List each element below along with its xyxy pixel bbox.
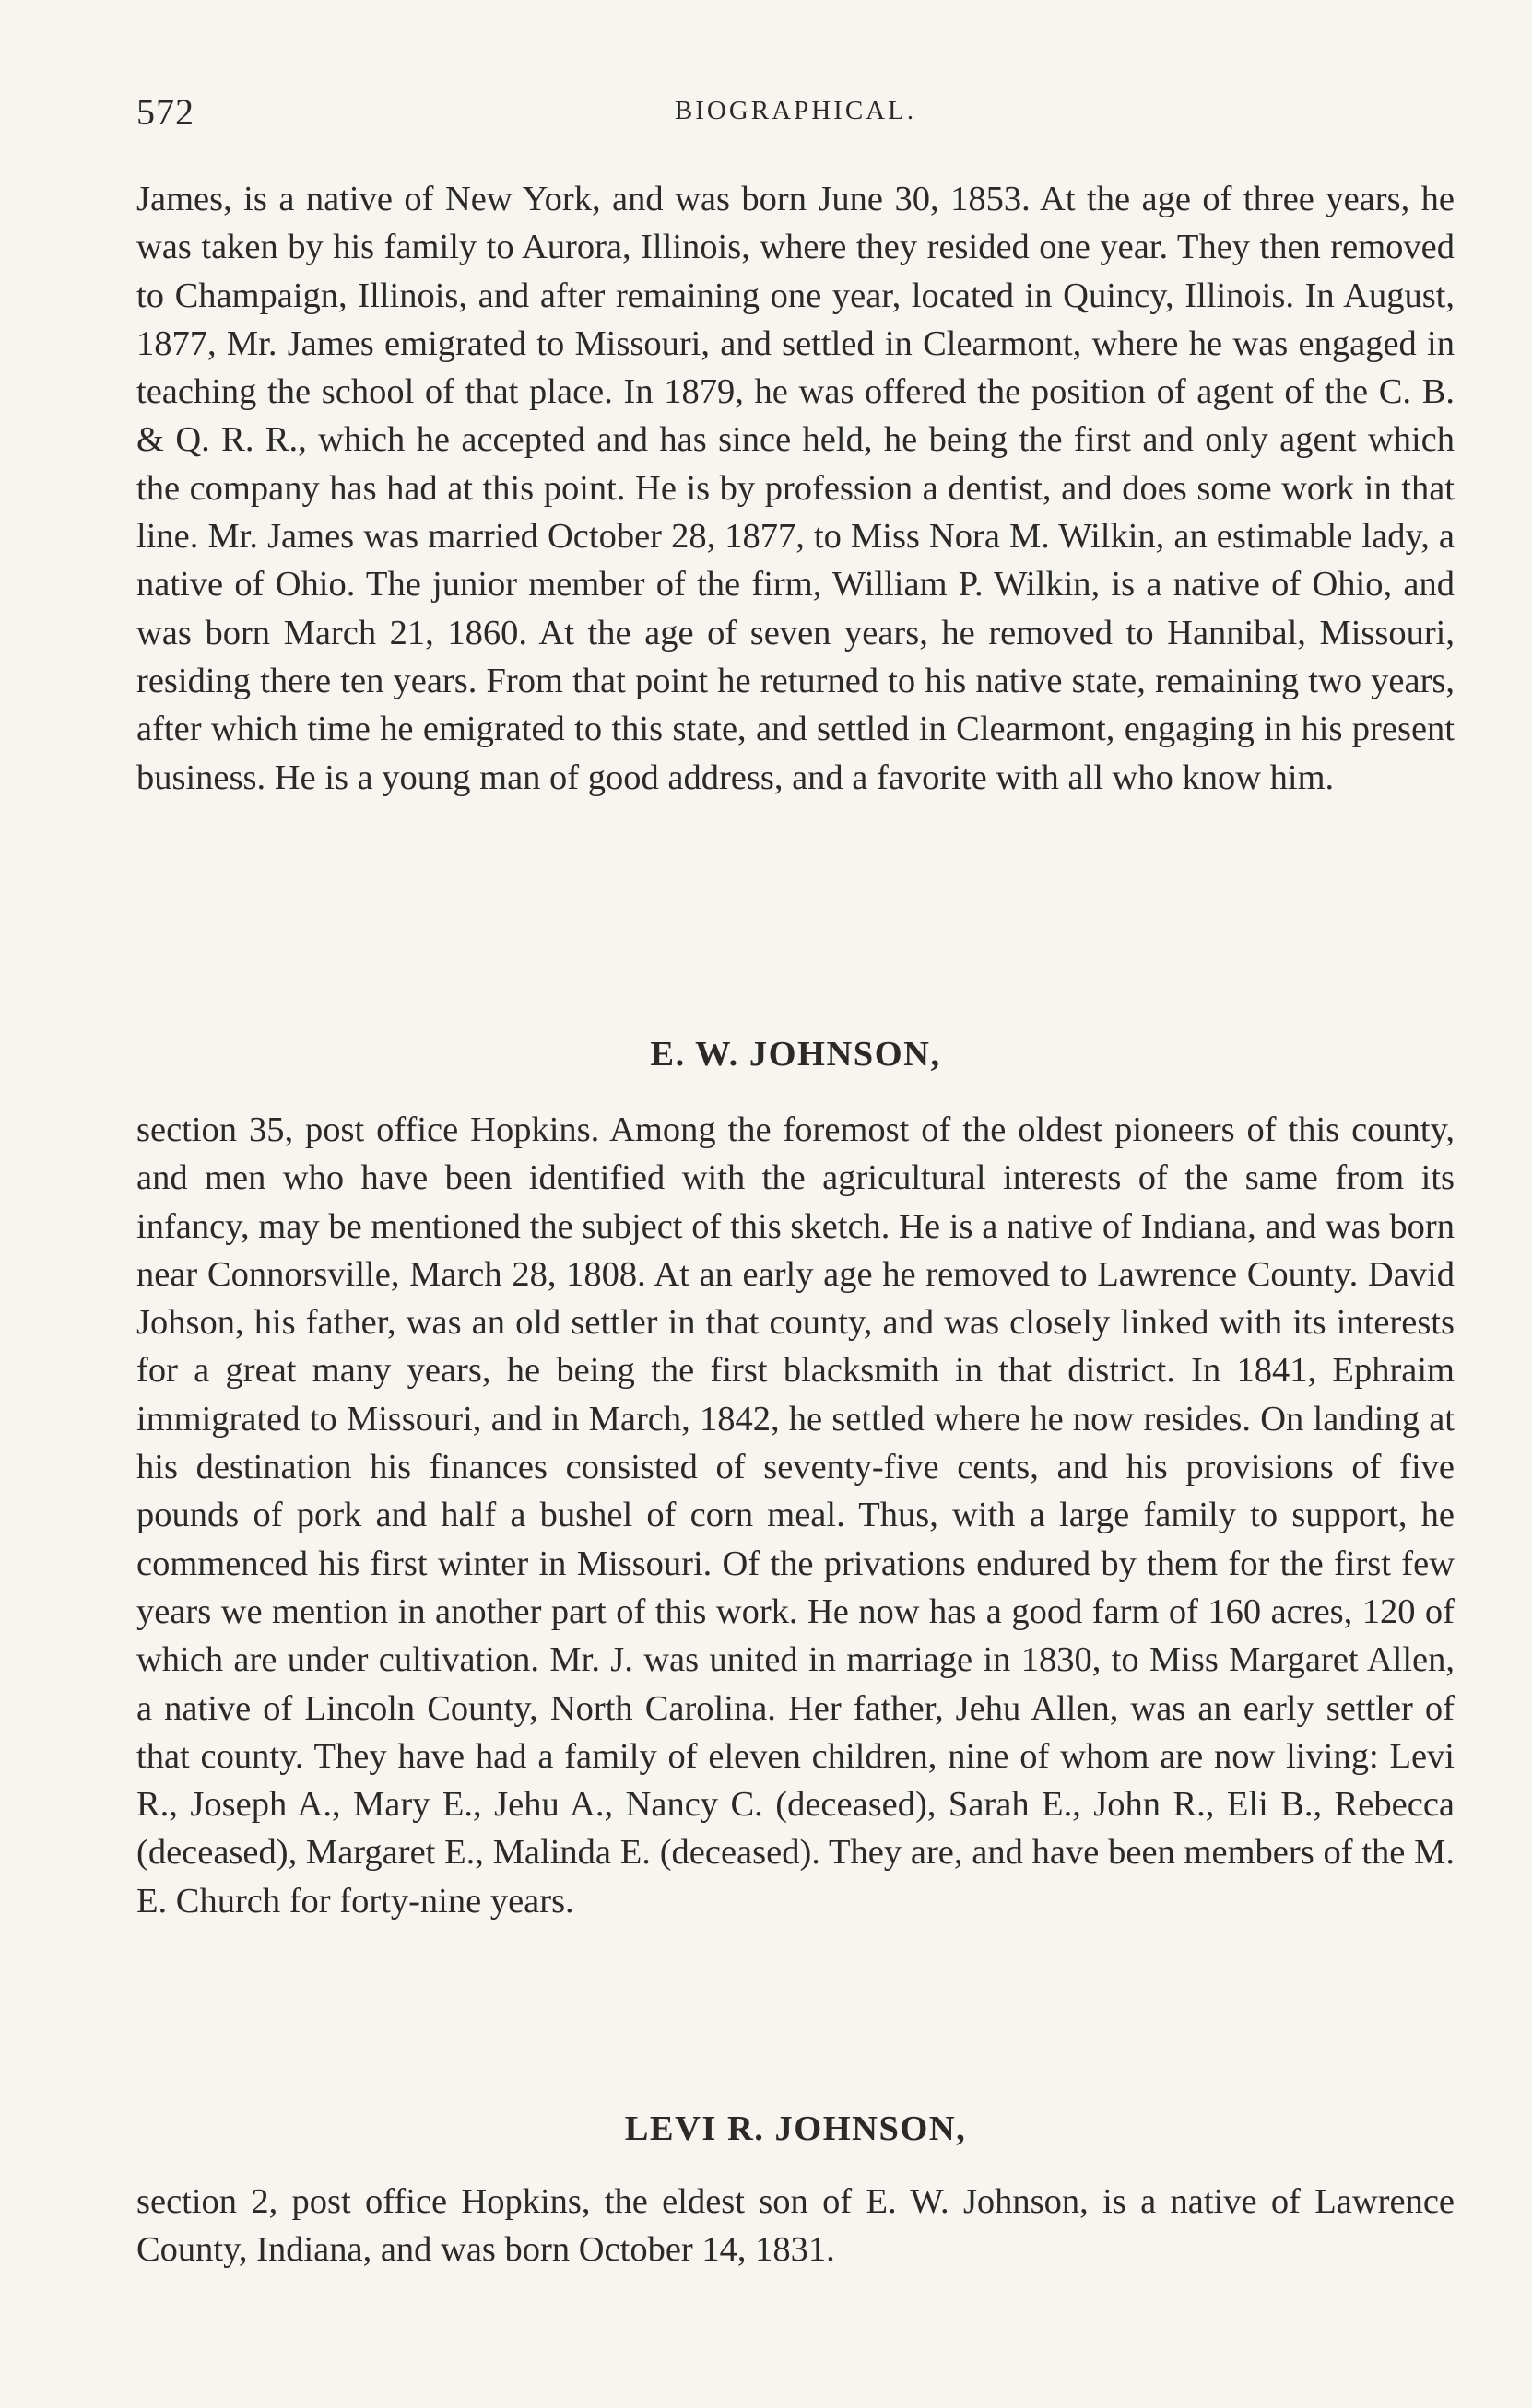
heading-e-w-johnson: E. W. JOHNSON, bbox=[650, 1035, 941, 1074]
heading-levi-r-johnson: LEVI R. JOHNSON, bbox=[624, 2109, 967, 2148]
biography-paragraph-e-w-johnson: section 35, post office Hopkins. Among the foremost of the oldest pioneers of this county, and men who have been identified with the agricultural interests of the same from its infancy, may be mentioned the subject of this sketch. He is a native of Indiana, and was born near Connorsville, March 28, 1808. At an early age he removed to Lawrence County. David Johson, his father, was an old settler in that county, and was closely linked with its interests for a great many years, he being the first blacksmith in that district. In 1841, Ephraim immigrated to Missouri, and in March, 1842, he settled where he now resides. On landing at his destination his finances consisted of seventy-five cents, and his provisions of five pounds of pork and half a bushel of corn meal. Thus, with a large family to support, he commenced his first winter in Missouri. Of the privations endured by them for the first few years we mention in another part of this work. He now has a good farm of 160 acres, 120 of which are under cultivation. Mr. J. was united in marriage in 1830, to Miss Margaret Allen, a native of Lincoln County, North Carolina. Her father, Jehu Allen, was an early settler of that county. They have had a family of eleven children, nine of whom are now living: Levi R., Joseph A., Mary E., Jehu A., Nancy C. (deceased), Sarah E., John R., Eli B., Rebecca (deceased), Margaret E., Malinda E. (deceased). They are, and have been members of the M. E. Church for forty-nine years. bbox=[136, 1110, 1455, 1921]
running-head bbox=[136, 90, 1455, 136]
biography-paragraph-levi-r-johnson: section 2, post office Hopkins, the eldest son of E. W. Johnson, is a native of Lawrence County, Indiana, and was born October 14, 1831. bbox=[136, 2182, 1455, 2270]
page-number: 572 bbox=[136, 91, 194, 133]
running-head-title: BIOGRAPHICAL. bbox=[674, 96, 917, 125]
biography-paragraph-james-wilkin: James, is a native of New York, and was born June 30, 1853. At the age of three years, he was taken by his family to Aurora, Illinois, where they resided one year. They then removed to Champaign, Illinois, and after remaining one year, located in Quincy, Illinois. In August, 1877, Mr. James emigrated to Missouri, and settled in Clearmont, where he was engaged in teaching the school of that place. In 1879, he was offered the position of agent of the C. B. & Q. R. R., which he accepted and has since held, he being the first and only agent which the company has had at this point. He is by profession a dentist, and does some work in that line. Mr. James was married October 28, 1877, to Miss Nora M. Wilkin, an estimable lady, a native of Ohio. The junior member of the firm, William P. Wilkin, is a native of Ohio, and was born March 21, 1860. At the age of seven years, he removed to Hannibal, Missouri, residing there ten years. From that point he returned to his native state, remaining two years, after which time he emigrated to this state, and settled in Clearmont, engaging in his present business. He is a young man of good address, and a favorite with all who know him. bbox=[136, 180, 1455, 797]
